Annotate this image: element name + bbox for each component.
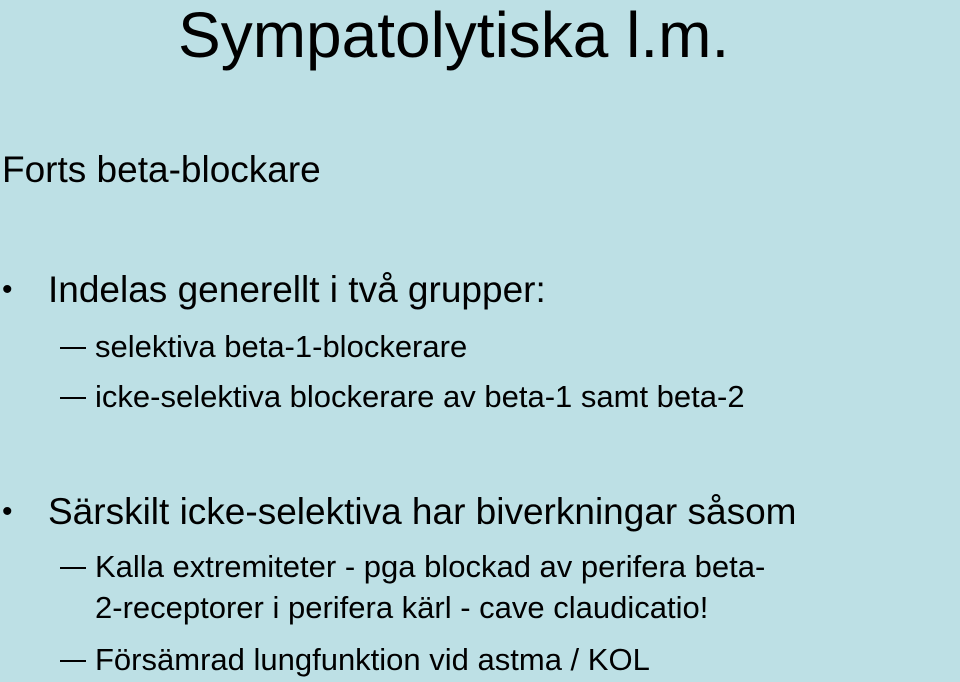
sub-item-text: icke-selektiva blockerare av beta-1 samt beta-2 — [95, 379, 745, 414]
sub-item-lung-function — [60, 640, 940, 680]
sub-item-text: Försämrad lungfunktion vid astma / KOL — [95, 642, 650, 677]
bullet-grouping — [2, 270, 902, 312]
slide-subtitle: Forts beta-blockare — [2, 149, 321, 190]
sub-item-text: Kalla extremiteter - pga blockad av perifera beta- — [95, 549, 766, 584]
bullet-side-effects — [2, 492, 960, 534]
bullet-dot-icon: • — [2, 273, 13, 306]
bullet-text: Indelas generellt i två grupper: — [48, 269, 546, 310]
slide-title: Sympatolytiska l.m. — [178, 0, 730, 71]
dash-icon — [60, 660, 86, 662]
sub-item-text: 2-receptorer i perifera kärl - cave claudicatio! — [95, 590, 709, 625]
bullet-dot-icon: • — [2, 495, 13, 528]
sub-item-selective — [60, 327, 940, 367]
dash-icon — [60, 397, 86, 399]
sub-item-cold-extremities-cont — [60, 588, 940, 628]
sub-item-cold-extremities — [60, 547, 940, 587]
sub-item-text: selektiva beta-1-blockerare — [95, 329, 468, 364]
bullet-text: Särskilt icke-selektiva har biverkningar såsom — [48, 491, 797, 532]
dash-icon — [60, 567, 86, 569]
dash-icon — [60, 347, 86, 349]
sub-item-nonselective — [60, 377, 940, 417]
